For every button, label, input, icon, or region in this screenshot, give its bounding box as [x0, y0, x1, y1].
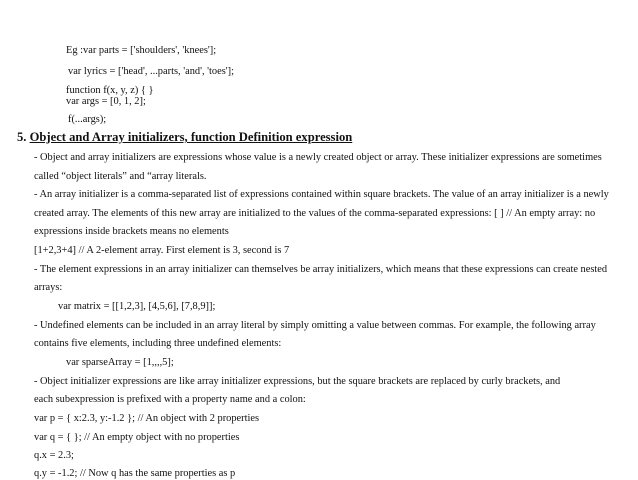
code-line-sparse-array: var sparseArray = [1,,,,5];: [66, 357, 174, 368]
example-line-args: var args = [0, 1, 2];: [66, 96, 146, 107]
body-line: - Undefined elements can be included in an array literal by simply omitting a value between commas. For example, the following array: [34, 320, 596, 331]
code-line-matrix: var matrix = [[1,2,3], [4,5,6], [7,8,9]];: [58, 301, 216, 312]
section-title: Object and Array initializers, function Definition expression: [29, 130, 353, 144]
code-line-qx: q.x = 2.3;: [34, 450, 74, 461]
body-line: created array. The elements of this new array are initialized to the values of the comma-separated expressions: [ ] // An empty array: no: [34, 208, 596, 219]
body-line: each subexpression is prefixed with a property name and a colon:: [34, 394, 306, 405]
example-line-lyrics: var lyrics = ['head', ...parts, 'and', 'toes'];: [68, 66, 234, 77]
body-line: - An array initializer is a comma-separated list of expressions contained within square brackets. The value of an array initializer is a newly: [34, 189, 609, 200]
example-line-call: f(...args);: [68, 114, 107, 125]
code-line-array: [1+2,3+4] // A 2-element array. First element is 3, second is 7: [34, 245, 290, 256]
section-heading: [17, 130, 352, 144]
body-line: - The element expressions in an array initializer can themselves be array initializers, which means that these expressions can create nested: [34, 264, 608, 275]
body-line: called “object literals” and “array literals.: [34, 171, 207, 182]
body-line: expressions inside brackets means no elements: [34, 226, 229, 237]
body-line: - Object initializer expressions are like array initializer expressions, but the square brackets are replaced by curly brackets, and: [34, 376, 561, 387]
body-line: contains five elements, including three undefined elements:: [34, 338, 282, 349]
body-line: - Object and array initializers are expressions whose value is a newly created object or array. These initializer expressions are sometimes: [34, 152, 602, 163]
section-number: 5.: [17, 130, 27, 144]
code-line-object-q: var q = { }; // An empty object with no properties: [34, 432, 240, 443]
code-line-qy: q.y = -1.2; // Now q has the same properties as p: [34, 468, 236, 479]
code-line-object-p: var p = { x:2.3, y:-1.2 }; // An object with 2 properties: [34, 413, 260, 424]
example-line-parts: Eg :var parts = ['shoulders', 'knees'];: [66, 45, 217, 56]
body-line: arrays:: [34, 282, 63, 293]
example-line-function: function f(x, y, z) { }: [66, 85, 154, 96]
